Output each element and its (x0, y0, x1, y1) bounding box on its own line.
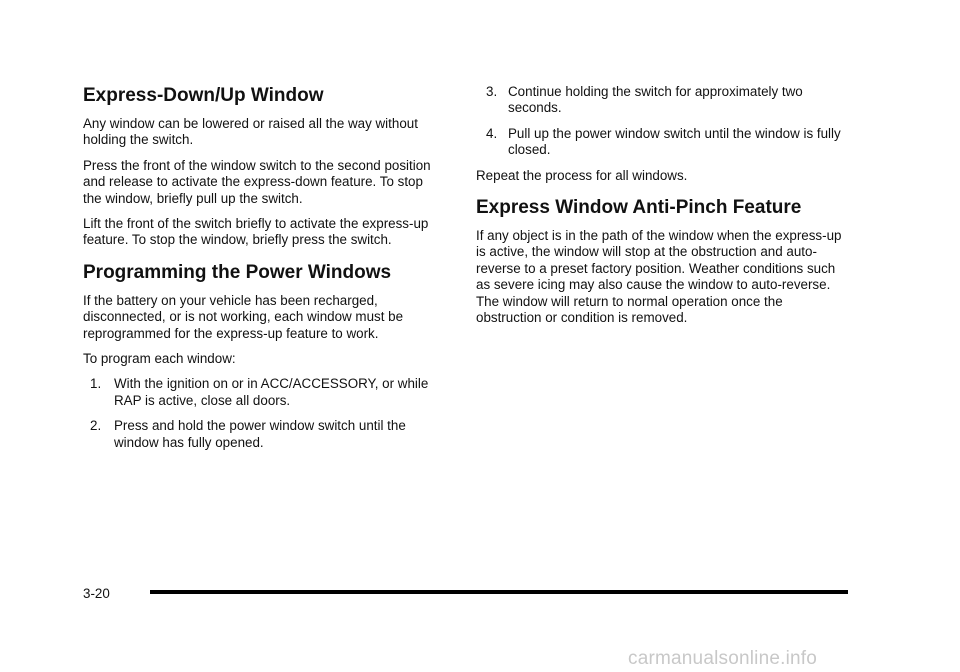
express-paragraph-1: Any window can be lowered or raised all the way without holding the switch. (83, 116, 418, 148)
list-item (476, 126, 848, 159)
programming-paragraph-1: If the battery on your vehicle has been recharged, disconnected, or is not working, each window must be reprogrammed for the express-up feature to work. (83, 292, 404, 341)
programming-heading: Programming the Power Windows (83, 261, 392, 283)
anti-pinch-heading: Express Window Anti-Pinch Feature (476, 197, 802, 219)
repeat-paragraph: Repeat the process for all windows. (476, 167, 688, 183)
list-item (83, 418, 445, 451)
step-number: 3. (486, 84, 498, 99)
step-number: 2. (90, 418, 102, 434)
programming-steps-list-continued (476, 84, 848, 159)
page-number: 3-20 (83, 586, 110, 601)
step-text: With the ignition on or in ACC/ACCESSORY, or while RAP is active, close all doors. (114, 376, 429, 408)
programming-paragraph-2: To program each window: (83, 351, 236, 367)
list-item (83, 376, 445, 409)
step-number: 4. (486, 125, 498, 141)
step-text: Continue holding the switch for approximately two seconds. (508, 84, 803, 116)
left-column (83, 84, 445, 460)
list-item (476, 84, 848, 117)
express-down-up-heading: Express-Down/Up Window (83, 85, 324, 106)
right-column (476, 84, 848, 335)
watermark: carmanualsonline.info (628, 648, 818, 669)
express-paragraph-3: Lift the front of the switch briefly to activate the express-up feature. To stop the window, briefly press the switch. (83, 216, 429, 248)
footer-rule (150, 590, 848, 594)
anti-pinch-paragraph: If any object is in the path of the window when the express-up is active, the window will stop at the obstruction and auto-reverse to a preset factory position. Weather conditions such as severe icing may also cause the window to auto-reverse. The window will return to normal operation once the obstruction or condition is removed. (476, 228, 842, 326)
step-text: Press and hold the power window switch until the window has fully opened. (114, 418, 406, 450)
step-number: 1. (90, 376, 102, 392)
programming-steps-list (83, 376, 445, 451)
step-text: Pull up the power window switch until the window is fully closed. (508, 125, 841, 158)
express-paragraph-2: Press the front of the window switch to the second position and release to activate the express-down feature. To stop the window, briefly pull up the switch. (83, 157, 431, 206)
